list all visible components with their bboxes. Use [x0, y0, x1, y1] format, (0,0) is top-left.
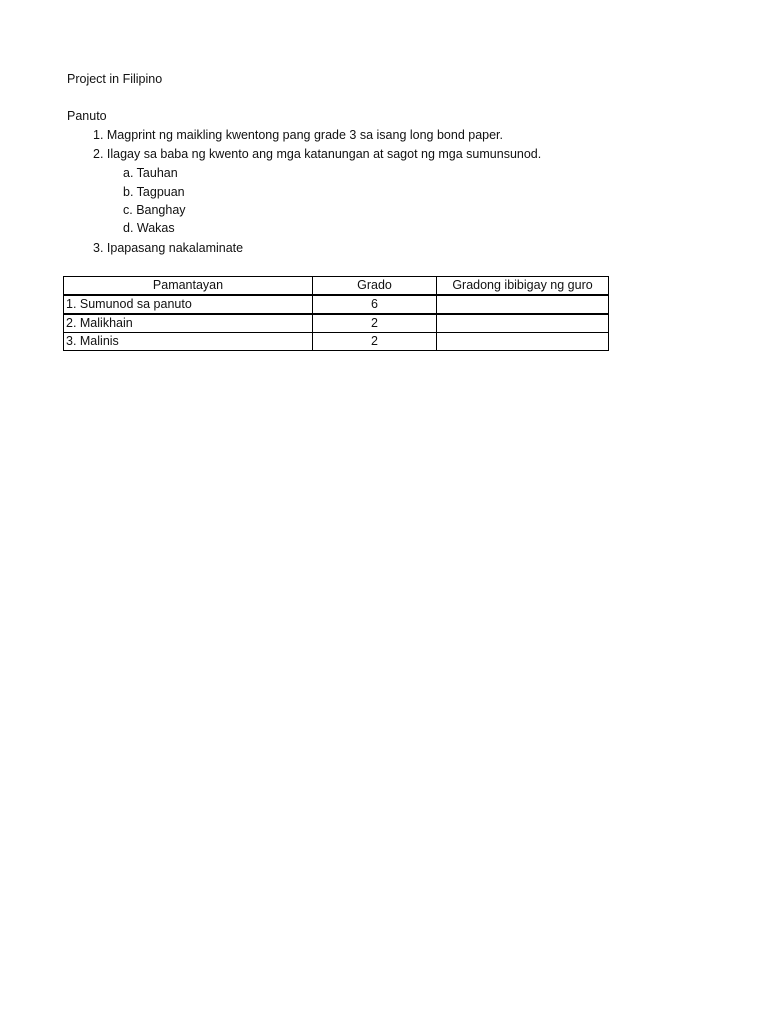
instruction-item-3: 3. Ipapasang nakalaminate: [93, 241, 244, 255]
table-row: [64, 295, 609, 314]
criterion-cell: 1. Sumunod sa panuto: [64, 295, 313, 314]
teacher-grade-cell: [437, 314, 609, 333]
sub-item-d: d. Wakas: [123, 221, 175, 235]
criterion-cell: 3. Malinis: [64, 333, 313, 351]
instruction-item-2: 2. Ilagay sa baba ng kwento ang mga katanungan at sagot ng mga sumunsunod.: [93, 147, 542, 161]
column-header-grade: Grado: [313, 277, 437, 296]
sub-item-c: c. Banghay: [123, 203, 186, 217]
table-row: [64, 333, 609, 351]
criterion-cell: 2. Malikhain: [64, 314, 313, 333]
instructions-heading: Panuto: [67, 109, 107, 123]
instruction-item-1: 1. Magprint ng maikling kwentong pang grade 3 sa isang long bond paper.: [93, 128, 504, 142]
teacher-grade-cell: [437, 295, 609, 314]
sub-item-b: b. Tagpuan: [123, 185, 185, 199]
document-title: Project in Filipino: [67, 72, 163, 86]
grade-cell: 2: [313, 333, 437, 351]
grade-cell: 6: [313, 295, 437, 314]
sub-item-a: a. Tauhan: [123, 166, 178, 180]
grade-cell: 2: [313, 314, 437, 333]
column-header-teacher-grade: Gradong ibibigay ng guro: [437, 277, 609, 296]
teacher-grade-cell: [437, 333, 609, 351]
table-header-row: [64, 277, 609, 296]
rubric-table: [63, 276, 609, 351]
column-header-criterion: Pamantayan: [64, 277, 313, 296]
table-row: [64, 314, 609, 333]
